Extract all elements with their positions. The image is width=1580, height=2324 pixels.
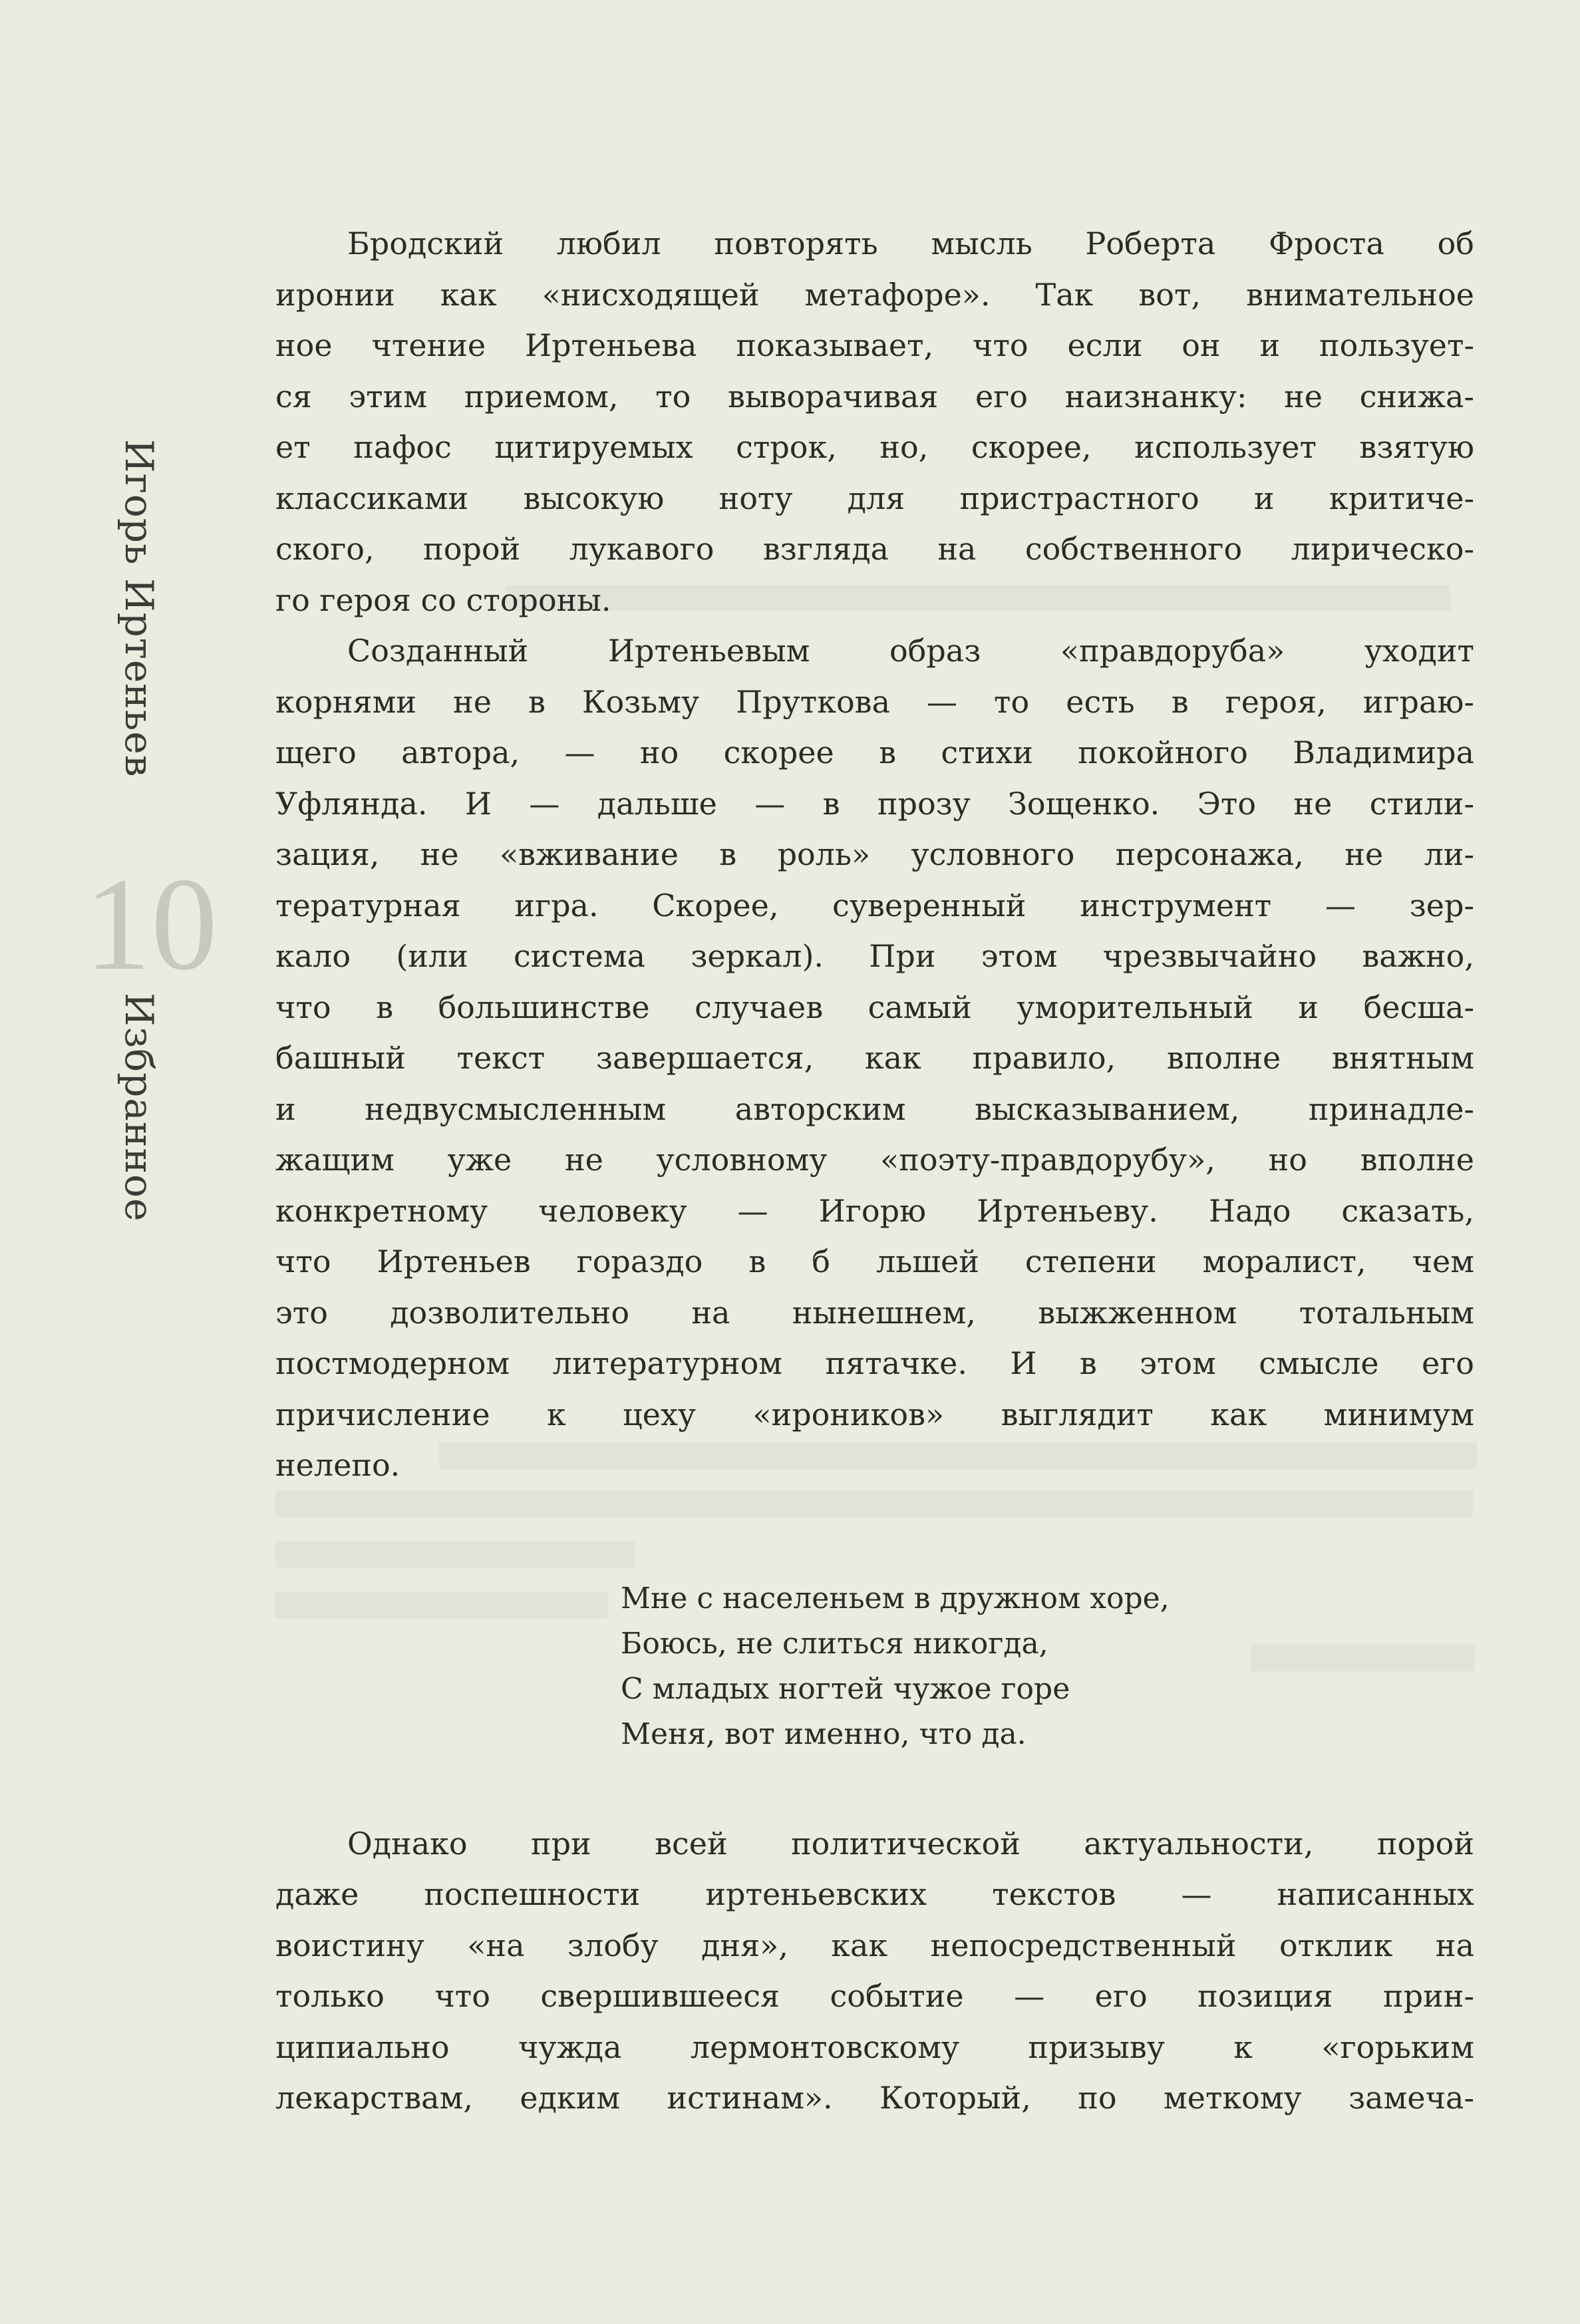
text-line: корнями не в Козьму Пруткова — то есть в героя, играю- — [275, 683, 1474, 720]
text-line: классиками высокую ноту для пристрастного и критиче- — [275, 480, 1474, 516]
text-line: башный текст завершается, как правило, вполне внятным — [275, 1040, 1474, 1076]
paragraph — [275, 1818, 1474, 2124]
text-line: Однако при всей политической актуальности, порой — [347, 1825, 1474, 1862]
text-line: это дозволительно на нынешнем, выжженном тотальным — [275, 1294, 1474, 1331]
text-line: ся этим приемом, то выворачивая его наизнанку: не снижа- — [275, 378, 1474, 415]
text-line: даже поспешности иртеньевских текстов — написанных — [275, 1876, 1474, 1912]
text-line: кало (или система зеркал). При этом чрезвычайно важно, — [275, 938, 1474, 974]
text-line: Уфлянда. И — дальше — в прозу Зощенко. Это не стили- — [275, 785, 1474, 822]
page-number: 10 — [84, 851, 218, 998]
text-line: конкретному человеку — Игорю Иртеньеву. Надо сказать, — [275, 1192, 1474, 1229]
text-line: зация, не «вживание в роль» условного персонажа, не ли- — [275, 836, 1474, 872]
text-line: иронии как «нисходящей метафоре». Так вот, внимательное — [275, 276, 1474, 313]
poem-quotation — [621, 1576, 1474, 1757]
running-header-book-title: Избранное — [116, 993, 162, 1222]
text-line: что в большинстве случаев самый уморительный и бесша- — [275, 989, 1474, 1025]
text-line: тературная игра. Скорее, суверенный инструмент — зер- — [275, 887, 1474, 923]
text-line: ное чтение Иртеньева показывает, что если он и пользует- — [275, 327, 1474, 363]
text-line: жащим уже не условному «поэту-правдорубу», но вполне — [275, 1142, 1474, 1178]
text-line: постмодерном литературном пятачке. И в этом смысле его — [275, 1345, 1474, 1381]
running-header-author: Игорь Иртеньев — [116, 439, 162, 778]
verse-line: Мне с населеньем в дружном хоре, — [621, 1581, 1170, 1615]
body-text — [275, 218, 1474, 2124]
paragraph — [275, 218, 1474, 625]
text-line: щего автора, — но скорее в стихи покойного Владимира — [275, 735, 1474, 770]
verse-line: Боюсь, не слиться никогда, — [621, 1626, 1048, 1661]
running-header — [0, 0, 253, 2324]
text-line: ципиально чужда лермонтовскому призыву к «горьким — [275, 2029, 1474, 2065]
text-line: ского, порой лукавого взгляда на собственного лирическо- — [275, 531, 1474, 567]
text-line: нелепо. — [275, 1447, 400, 1483]
text-line: ет пафос цитируемых строк, но, скорее, использует взятую — [275, 429, 1474, 465]
verse-line: Меня, вот именно, что да. — [621, 1717, 1027, 1751]
verse-line: С младых ногтей чужое горе — [621, 1671, 1070, 1706]
text-line: го героя со стороны. — [275, 581, 611, 618]
text-line: Созданный Иртеньевым образ «правдоруба» уходит — [347, 633, 1474, 669]
text-line: что Иртеньев гораздо в б льшей степени моралист, чем — [275, 1244, 1474, 1279]
paragraph — [275, 625, 1474, 1491]
text-line: только что свершившееся событие — его позиция прин- — [275, 1978, 1474, 2014]
text-line: и недвусмысленным авторским высказыванием, принадле- — [275, 1090, 1474, 1127]
text-line: воистину «на злобу дня», как непосредственный отклик на — [275, 1927, 1474, 1963]
text-line: лекарствам, едким истинам». Который, по меткому замеча- — [275, 2080, 1474, 2116]
text-line: Бродский любил повторять мысль Роберта Фроста об — [347, 226, 1474, 261]
text-line: причисление к цеху «ироников» выглядит как минимум — [275, 1396, 1474, 1432]
